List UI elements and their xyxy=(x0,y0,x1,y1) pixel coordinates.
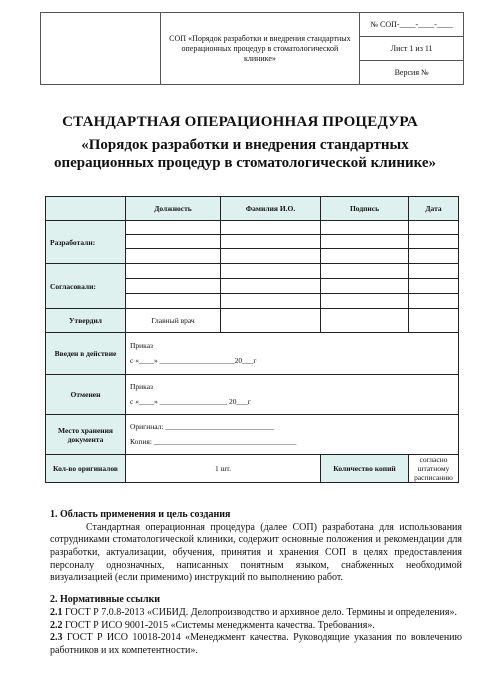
copies-count-value: согласно штатному расписанию xyxy=(409,455,459,483)
page-title: СТАНДАРТНАЯ ОПЕРАЦИОННАЯ ПРОЦЕДУРА xyxy=(62,114,418,130)
header-sop-number: № СОП-____-____-____ xyxy=(360,13,464,37)
ref-text: ГОСТ Р 7.0.8-2013 «СИБИД. Делопроизводство и архивное дело. Термины и определения». xyxy=(62,606,457,618)
page-subtitle: «Порядок разработки и внедрения стандартных операционных процедур в стоматологической клинике» xyxy=(53,137,437,172)
table-cell[interactable] xyxy=(221,309,321,333)
table-cell[interactable] xyxy=(321,221,409,235)
table-header-row xyxy=(46,197,459,221)
header-empty-cell xyxy=(46,197,126,221)
original-line[interactable]: Оригинал: _____________________________ xyxy=(130,422,275,432)
enacted-date-line[interactable]: с «____» ____________________20___г xyxy=(130,355,257,365)
ref-number: 2.2 xyxy=(50,619,63,631)
order-word: Приказ xyxy=(130,382,154,392)
table-cell[interactable] xyxy=(409,235,459,249)
ref-item xyxy=(50,620,462,633)
col-position: Должность xyxy=(126,197,221,221)
header-version: Версия № xyxy=(360,61,464,85)
header-sheet: Лист 1 из 11 xyxy=(360,37,464,61)
table-cell[interactable] xyxy=(126,221,221,235)
table-cell[interactable] xyxy=(321,235,409,249)
approved-position: Главный врач xyxy=(126,309,221,333)
table-cell[interactable] xyxy=(221,294,321,309)
table-cell[interactable] xyxy=(409,279,459,294)
table-cell[interactable] xyxy=(221,279,321,294)
table-cell[interactable] xyxy=(321,309,409,333)
ref-item xyxy=(50,607,462,620)
table-cell[interactable] xyxy=(409,309,459,333)
enacted-order xyxy=(126,333,459,375)
ref-text: ГОСТ Р ИСО 9001-2015 «Системы менеджмента качества. Требования». xyxy=(62,619,375,631)
table-cell[interactable] xyxy=(126,279,221,294)
cancelled-date-line[interactable]: с «____» __________________ 20___г xyxy=(130,396,251,406)
approval-table xyxy=(45,196,459,483)
agreed-label: Согласовали: xyxy=(46,264,126,309)
ref-text: ГОСТ Р ИСО 10018-2014 «Менеджмент качества. Руководящие указания по вовлечению работников и их компетентности». xyxy=(50,632,462,656)
table-cell[interactable] xyxy=(321,294,409,309)
section-text-scope: Стандартная операционная процедура (далее СОП) разработана для использования сотрудниками стоматологической клиники, содержит основные положения и рекомендации для разработки, актуализации, обучения, принятия и хранения СОП в целях предоставления персоналу однозначных, написанных понятным языком, снабженных необходимой визуализацией (если применимо) инструкций по выполнению работ. xyxy=(50,521,462,584)
approved-label: Утвердил xyxy=(46,309,126,333)
copy-line[interactable]: Копия: ______________________________________ xyxy=(130,436,297,446)
table-cell[interactable] xyxy=(321,249,409,264)
section-heading-refs: 2. Нормативные ссылки xyxy=(50,594,161,606)
ref-item xyxy=(50,632,462,657)
cancelled-label: Отменен xyxy=(46,375,126,415)
section-heading-scope: 1. Область применения и цель создания xyxy=(50,509,231,520)
order-word: Приказ xyxy=(130,341,154,351)
header-document-name: СОП «Порядок разработки и внедрения стандартных операционных процедур в стоматологической клинике» xyxy=(160,13,360,85)
storage-label: Место хранения документа xyxy=(46,415,126,455)
col-signature: Подпись xyxy=(321,197,409,221)
document-header xyxy=(40,12,464,85)
table-cell[interactable] xyxy=(409,221,459,235)
cancelled-order xyxy=(126,375,459,415)
table-cell[interactable] xyxy=(321,264,409,279)
table-cell[interactable] xyxy=(221,235,321,249)
originals-count-label: Кол-во оригиналов xyxy=(46,455,126,483)
logo-placeholder xyxy=(41,13,161,85)
originals-count-value: 1 шт. xyxy=(126,455,321,483)
table-cell[interactable] xyxy=(409,264,459,279)
table-cell[interactable] xyxy=(221,264,321,279)
col-name: Фамилия И.О. xyxy=(221,197,321,221)
table-cell[interactable] xyxy=(321,279,409,294)
developed-label: Разработали: xyxy=(46,221,126,264)
table-cell[interactable] xyxy=(409,294,459,309)
table-cell[interactable] xyxy=(221,221,321,235)
table-cell[interactable] xyxy=(126,235,221,249)
document-body xyxy=(50,509,462,658)
table-cell[interactable] xyxy=(221,249,321,264)
ref-number: 2.3 xyxy=(50,632,63,644)
col-date: Дата xyxy=(409,197,459,221)
ref-number: 2.1 xyxy=(50,606,63,618)
enacted-label: Введен в действие xyxy=(46,333,126,375)
copies-count-label: Количество копий xyxy=(321,455,409,483)
table-cell[interactable] xyxy=(126,249,221,264)
table-cell[interactable] xyxy=(126,264,221,279)
storage-info xyxy=(126,415,459,455)
table-cell[interactable] xyxy=(409,249,459,264)
table-cell[interactable] xyxy=(126,294,221,309)
